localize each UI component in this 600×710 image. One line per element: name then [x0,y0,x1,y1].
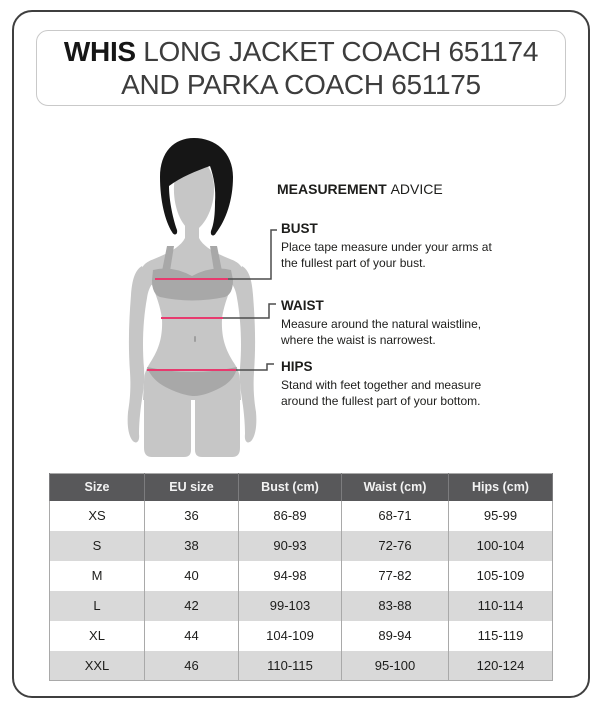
hips-advice-line1: Stand with feet together and measure [281,378,482,392]
waist-advice-line2: where the waist is narrowest. [281,333,436,347]
table-cell: 95-99 [449,501,553,531]
table-cell: 89-94 [342,621,449,651]
table-cell: S [50,531,145,561]
waist-advice-line1: Measure around the natural waistline, [281,317,482,331]
figure-left-leg [144,388,191,457]
table-cell: 38 [145,531,239,561]
table-cell: 90-93 [239,531,342,561]
waist-label: WAIST [281,298,324,313]
measurement-advice-heading-rest: ADVICE [390,181,443,197]
table-cell: 94-98 [239,561,342,591]
table-cell: 40 [145,561,239,591]
table-row [50,651,553,681]
table-row [50,501,553,531]
figure-navel [194,336,196,342]
size-table-header-row [50,474,553,501]
table-cell: 115-119 [449,621,553,651]
column-header: Hips (cm) [449,474,553,501]
table-cell: XXL [50,651,145,681]
table-cell: XS [50,501,145,531]
table-cell: 36 [145,501,239,531]
column-header: Bust (cm) [239,474,342,501]
waist-advice [281,298,481,348]
product-title-line2: AND PARKA COACH 651175 [121,69,481,100]
table-cell: 110-115 [239,651,342,681]
size-table-body [50,501,553,681]
table-cell: 42 [145,591,239,621]
table-row [50,591,553,621]
table-row [50,561,553,591]
table-cell: 77-82 [342,561,449,591]
bust-advice-line2: the fullest part of your bust. [281,256,426,270]
table-cell: 68-71 [342,501,449,531]
column-header: Size [50,474,145,501]
table-cell: M [50,561,145,591]
column-header: EU size [145,474,239,501]
table-cell: 44 [145,621,239,651]
measurement-advice-heading-bold: MEASUREMENT [277,181,387,197]
table-cell: 83-88 [342,591,449,621]
table-row [50,531,553,561]
table-cell: L [50,591,145,621]
bust-advice-line1: Place tape measure under your arms at [281,240,492,254]
table-cell: 120-124 [449,651,553,681]
table-cell: 110-114 [449,591,553,621]
table-cell: 95-100 [342,651,449,681]
column-header: Waist (cm) [342,474,449,501]
table-cell: 104-109 [239,621,342,651]
hips-advice-line2: around the fullest part of your bottom. [281,394,481,408]
product-title-line1-rest: LONG JACKET COACH 651174 [143,36,539,67]
measurement-advice-heading [277,181,443,197]
table-cell: 100-104 [449,531,553,561]
table-cell: 86-89 [239,501,342,531]
bust-advice [281,221,492,271]
hips-advice [281,359,481,409]
hips-label: HIPS [281,359,313,374]
table-cell: 72-76 [342,531,449,561]
table-cell: 46 [145,651,239,681]
figure-right-leg [195,388,240,457]
table-cell: XL [50,621,145,651]
table-row [50,621,553,651]
size-table [49,473,553,681]
bust-label: BUST [281,221,318,236]
brand-name: WHIS [63,36,136,67]
table-cell: 99-103 [239,591,342,621]
table-cell: 105-109 [449,561,553,591]
